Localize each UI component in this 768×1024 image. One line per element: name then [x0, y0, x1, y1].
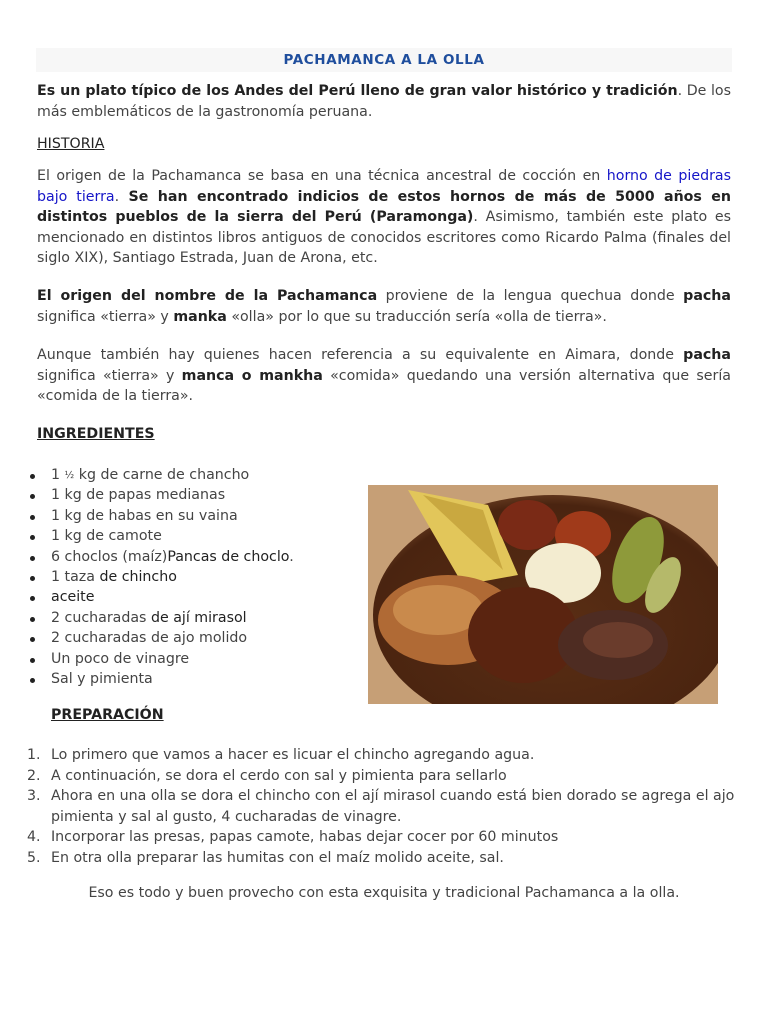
historia-p2-c: «olla» por lo que su traducción sería «olla de tierra». [226, 308, 607, 325]
list-item: 1 kg de habas en su vaina [26, 506, 356, 526]
intro-rest: . De los más emblemáticos de la gastronomía peruana. [37, 83, 731, 120]
word-pacha-2: pacha [683, 347, 731, 363]
sweet-potato [498, 500, 558, 550]
step-text: Ahora en una olla se dora el chincho con el ají mirasol cuando está bien dorado se agrega el ajo pimienta y sal al gusto, 4 cucharadas de vinagre. [51, 788, 735, 825]
ing8-b: de ají mirasol [150, 609, 247, 626]
ing5-c: . [289, 548, 294, 565]
historia-p1-dot: . [114, 188, 120, 205]
ing1-a: 1 [51, 467, 65, 483]
ingredientes-heading: INGREDIENTES [37, 426, 155, 442]
word-pacha: pacha [683, 288, 731, 304]
meat-highlight [583, 622, 653, 658]
step-text: Incorporar las presas, papas camote, habas dejar cocer por 60 minutos [51, 829, 559, 845]
step-text: Lo primero que vamos a hacer es licuar el chincho agregando agua. [51, 747, 535, 763]
list-item [27, 848, 737, 869]
list-item [26, 567, 356, 587]
historia-p2-b: significa «tierra» y [37, 308, 174, 325]
ing1-fraction: ½ [64, 470, 75, 481]
step-number: 3. [27, 788, 41, 804]
pachamanca-dish-photo [368, 485, 718, 704]
preparation-steps [27, 745, 737, 868]
list-item [27, 786, 737, 827]
step-text: En otra olla preparar las humitas con el maíz molido aceite, sal. [51, 849, 504, 866]
step-number: 1. [27, 747, 41, 763]
word-manca: manca o mankha [181, 367, 323, 384]
historia-heading: HISTORIA [37, 136, 105, 152]
step-number: 4. [27, 829, 41, 845]
page-title: PACHAMANCA A LA OLLA [36, 48, 732, 72]
step-text: A continuación, se dora el cerdo con sal y pimienta para sellarlo [51, 767, 507, 784]
historia-p1-rest: . Asimismo, también este plato es mencionado en distintos libros antiguos de conocidos escritores como Ricardo Palma (finales del siglo XIX), Santiago Estrada, Juan de Arona, etc. [37, 209, 731, 266]
list-item [26, 547, 356, 567]
list-item: 1 kg de papas medianas [26, 485, 356, 505]
list-item [27, 827, 737, 848]
historia-p3-b: significa «tierra» y [37, 367, 182, 384]
step-number: 5. [27, 849, 41, 866]
intro-bold: Es un plato típico de los Andes del Perú lleno de gran valor histórico y tradición [37, 83, 678, 99]
ing6-a: 1 taza [51, 568, 100, 585]
historia-paragraph-3 [37, 345, 731, 407]
preparacion-heading: PREPARACIÓN [51, 707, 164, 723]
step-number: 2. [27, 767, 41, 784]
list-item: Sal y pimienta [26, 669, 356, 689]
list-item [27, 766, 737, 787]
ing5-b: Pancas de choclo [167, 548, 290, 565]
list-item: 1 kg de camote [26, 526, 356, 546]
intro-paragraph [37, 81, 731, 122]
historia-p3-c: «comida» quedando una versión alternativa que sería «comida de la tierra». [37, 367, 731, 404]
list-item: 2 cucharadas de ajo molido [26, 628, 356, 648]
historia-p1-bold: Se han encontrado indicios de estos hornos de más de 5000 años en distintos pueblos de la sierra del Perú (Paramonga) [37, 188, 731, 225]
list-item: aceite [26, 587, 356, 607]
historia-paragraph-1 [37, 166, 731, 269]
word-manka: manka [173, 308, 227, 325]
ing1-b: kg de carne de chancho [74, 467, 250, 483]
list-item [27, 745, 737, 766]
historia-paragraph-2 [37, 286, 731, 327]
ing5-a: 6 choclos (maíz) [51, 548, 168, 565]
dish-illustration [368, 485, 718, 704]
ing6-b: de chincho [99, 568, 177, 585]
closing-paragraph: Eso es todo y buen provecho con esta exquisita y tradicional Pachamanca a la olla. [88, 885, 680, 901]
ingredient-list [26, 465, 356, 689]
list-item [26, 465, 356, 485]
ing8-a: 2 cucharadas [51, 609, 151, 626]
horno-link[interactable]: horno de piedras bajo tierra [37, 168, 731, 205]
historia-p3-a: Aunque también hay quienes hacen referencia a su equivalente en Aimara, donde [37, 347, 684, 363]
list-item: Un poco de vinagre [26, 649, 356, 669]
historia-p1-start: El origen de la Pachamanca se basa en una técnica ancestral de cocción en [37, 168, 607, 184]
list-item [26, 608, 356, 628]
origen-nombre-bold: El origen del nombre de la Pachamanca [37, 288, 378, 304]
historia-p2-a: proviene de la lengua quechua donde [377, 288, 684, 304]
